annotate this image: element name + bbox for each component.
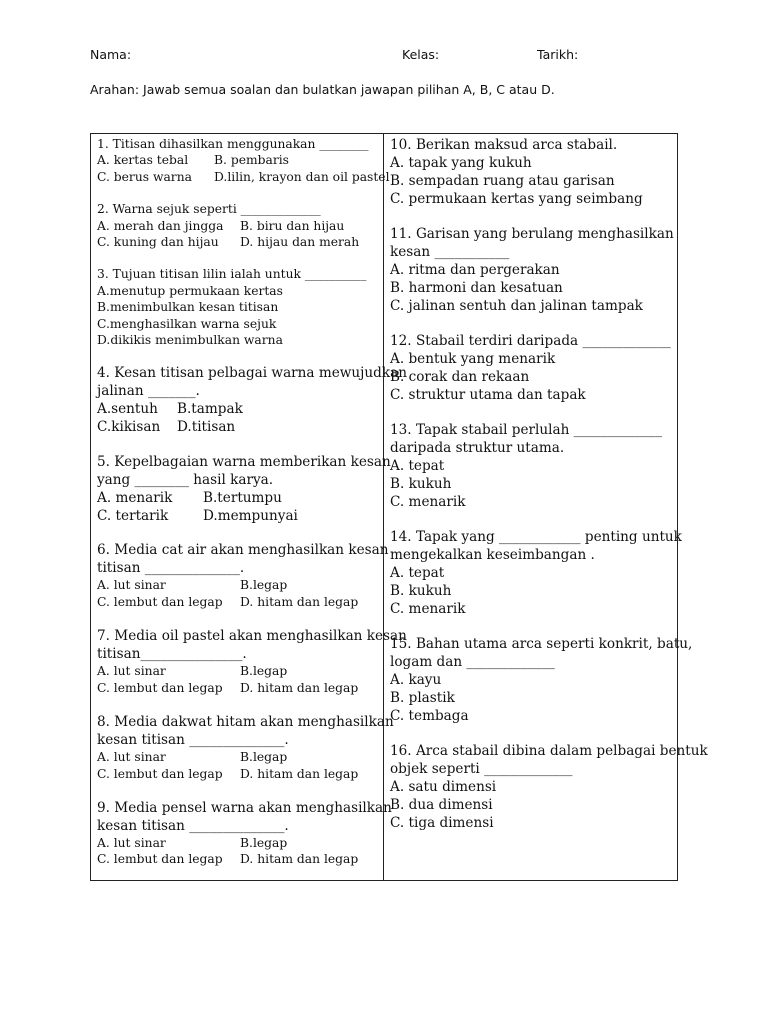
- question-1: [97, 136, 390, 185]
- question-1-option-a[interactable]: A. kertas tebal: [97, 153, 189, 168]
- question-4: [97, 364, 407, 436]
- question-12-option-b[interactable]: B. corak dan rekaan: [390, 369, 530, 385]
- question-1-option-c[interactable]: C. berus warna: [97, 169, 192, 184]
- instructions: Arahan: Jawab semua soalan dan bulatkan jawapan pilihan A, B, C atau D.: [90, 82, 555, 97]
- question-14-stem: 14. Tapak yang ____________ penting untuk: [390, 529, 682, 545]
- question-6-stem-cont: titisan ______________.: [97, 560, 245, 577]
- question-8-option-d[interactable]: D. hitam dan legap: [240, 766, 359, 781]
- question-6: [97, 541, 389, 610]
- question-13-option-a[interactable]: A. tepat: [390, 458, 445, 474]
- question-2-option-a[interactable]: A. merah dan jingga: [97, 218, 224, 233]
- question-11-stem-cont: kesan ___________: [390, 244, 510, 260]
- nama-label: Nama:: [90, 47, 132, 62]
- question-6-option-b[interactable]: B.legap: [240, 578, 288, 593]
- question-5-option-b[interactable]: B.tertumpu: [203, 490, 282, 507]
- question-7-option-d[interactable]: D. hitam dan legap: [240, 680, 359, 695]
- question-15-option-b[interactable]: B. plastik: [390, 690, 455, 706]
- question-2-option-c[interactable]: C. kuning dan hijau: [97, 235, 219, 250]
- question-10-option-b[interactable]: B. sempadan ruang atau garisan: [390, 173, 615, 189]
- question-4-stem: 4. Kesan titisan pelbagai warna mewujudkan: [97, 365, 407, 382]
- question-4-option-a[interactable]: A.sentuh: [97, 401, 158, 418]
- question-9-stem: 9. Media pensel warna akan menghasilkan: [97, 799, 392, 816]
- question-4-stem-cont: jalinan _______.: [97, 383, 200, 400]
- question-13-option-b[interactable]: B. kukuh: [390, 476, 452, 492]
- question-14-option-c[interactable]: C. menarik: [390, 601, 466, 617]
- question-11-option-a[interactable]: A. ritma dan pergerakan: [390, 262, 560, 278]
- question-12-option-a[interactable]: A. bentuk yang menarik: [390, 351, 556, 367]
- kelas-label: Kelas:: [402, 47, 440, 62]
- question-4-option-c[interactable]: C.kikisan: [97, 419, 161, 436]
- question-12: [390, 332, 677, 404]
- question-10-option-a[interactable]: A. tapak yang kukuh: [390, 155, 532, 171]
- question-1-stem: 1. Titisan dihasilkan menggunakan ________: [97, 137, 369, 151]
- question-8-option-c[interactable]: C. lembut dan legap: [97, 766, 223, 781]
- question-3-option-c[interactable]: C.menghasilkan warna sejuk: [97, 316, 277, 331]
- question-13-stem-cont: daripada struktur utama.: [390, 440, 565, 456]
- question-14-stem-cont: mengekalkan keseimbangan .: [390, 547, 595, 563]
- question-13-stem: 13. Tapak stabail perlulah _____________: [390, 422, 663, 438]
- question-1-option-d[interactable]: D.lilin, krayon dan oil pastel: [214, 169, 390, 184]
- right-column: [384, 134, 708, 880]
- question-10-stem: 10. Berikan maksud arca stabail.: [390, 137, 618, 153]
- question-9: [97, 799, 392, 868]
- question-2: [97, 201, 383, 250]
- question-6-option-d[interactable]: D. hitam dan legap: [240, 594, 359, 609]
- question-5-stem: 5. Kepelbagaian warna memberikan kesan: [97, 454, 391, 471]
- question-3-stem: 3. Tujuan titisan lilin ialah untuk __________: [97, 267, 367, 282]
- question-9-option-c[interactable]: C. lembut dan legap: [97, 852, 223, 867]
- question-1-option-b[interactable]: B. pembaris: [214, 153, 289, 168]
- question-9-option-a[interactable]: A. lut sinar: [97, 835, 166, 850]
- question-4-option-d[interactable]: D.titisan: [177, 419, 236, 436]
- question-11-option-c[interactable]: C. jalinan sentuh dan jalinan tampak: [390, 298, 643, 314]
- question-6-option-c[interactable]: C. lembut dan legap: [97, 594, 223, 609]
- question-9-stem-cont: kesan titisan ______________.: [97, 817, 289, 834]
- question-16-stem: 16. Arca stabail dibina dalam pelbagai bentuk: [390, 743, 708, 759]
- question-16: [390, 742, 708, 832]
- question-11-stem: 11. Garisan yang berulang menghasilkan: [390, 226, 674, 242]
- question-6-stem: 6. Media cat air akan menghasilkan kesan: [97, 542, 389, 559]
- question-15-option-a[interactable]: A. kayu: [390, 672, 442, 688]
- question-16-option-a[interactable]: A. satu dimensi: [390, 779, 497, 795]
- question-11-option-b[interactable]: B. harmoni dan kesatuan: [390, 280, 563, 296]
- question-8-option-a[interactable]: A. lut sinar: [97, 750, 166, 765]
- question-4-option-b[interactable]: B.tampak: [177, 401, 243, 418]
- left-column: [91, 134, 407, 880]
- question-10: [390, 136, 677, 208]
- question-13-option-c[interactable]: C. menarik: [390, 494, 466, 510]
- question-2-stem: 2. Warna sejuk seperti _____________: [97, 202, 321, 217]
- question-8-stem: 8. Media dakwat hitam akan menghasilkan: [97, 714, 394, 731]
- question-16-option-c[interactable]: C. tiga dimensi: [390, 815, 494, 831]
- question-15: [390, 635, 693, 725]
- question-12-stem: 12. Stabail terdiri daripada _____________: [390, 333, 671, 349]
- question-10-option-c[interactable]: C. permukaan kertas yang seimbang: [390, 191, 643, 207]
- question-2-option-d[interactable]: D. hijau dan merah: [240, 235, 360, 250]
- question-14: [390, 528, 682, 618]
- question-13: [390, 421, 677, 511]
- question-6-option-a[interactable]: A. lut sinar: [97, 578, 166, 593]
- question-5-stem-cont: yang ________ hasil karya.: [97, 472, 274, 489]
- question-9-option-b[interactable]: B.legap: [240, 835, 288, 850]
- question-7: [97, 627, 407, 696]
- question-15-stem-cont: logam dan _____________: [390, 654, 555, 670]
- question-14-option-b[interactable]: B. kukuh: [390, 583, 452, 599]
- question-12-option-c[interactable]: C. struktur utama dan tapak: [390, 387, 586, 403]
- question-2-option-b[interactable]: B. biru dan hijau: [240, 218, 345, 233]
- question-15-stem: 15. Bahan utama arca seperti konkrit, batu,: [390, 636, 693, 652]
- question-14-option-a[interactable]: A. tepat: [390, 565, 445, 581]
- question-3-option-b[interactable]: B.menimbulkan kesan titisan: [97, 300, 279, 315]
- question-5-option-a[interactable]: A. menarik: [97, 490, 173, 507]
- question-3-option-d[interactable]: D.dikikis menimbulkan warna: [97, 333, 283, 348]
- question-5: [97, 453, 391, 525]
- question-3-option-a[interactable]: A.menutup permukaan kertas: [97, 283, 283, 298]
- question-7-option-a[interactable]: A. lut sinar: [97, 664, 166, 679]
- question-8-option-b[interactable]: B.legap: [240, 750, 288, 765]
- tarikh-label: Tarikh:: [537, 47, 579, 62]
- question-8: [97, 713, 394, 782]
- question-5-option-c[interactable]: C. tertarik: [97, 508, 169, 525]
- question-3: [97, 266, 383, 348]
- question-9-option-d[interactable]: D. hitam dan legap: [240, 852, 359, 867]
- question-11: [390, 225, 677, 315]
- question-7-stem: 7. Media oil pastel akan menghasilkan kesan: [97, 628, 407, 645]
- question-15-option-c[interactable]: C. tembaga: [390, 708, 469, 724]
- question-5-option-d[interactable]: D.mempunyai: [203, 508, 298, 525]
- question-8-stem-cont: kesan titisan ______________.: [97, 732, 289, 749]
- question-16-option-b[interactable]: B. dua dimensi: [390, 797, 493, 813]
- question-16-stem-cont: objek seperti _____________: [390, 761, 573, 777]
- question-7-option-c[interactable]: C. lembut dan legap: [97, 680, 223, 695]
- question-table: [90, 133, 708, 881]
- question-7-stem-cont: titisan_______________.: [97, 646, 247, 663]
- question-7-option-b[interactable]: B.legap: [240, 664, 288, 679]
